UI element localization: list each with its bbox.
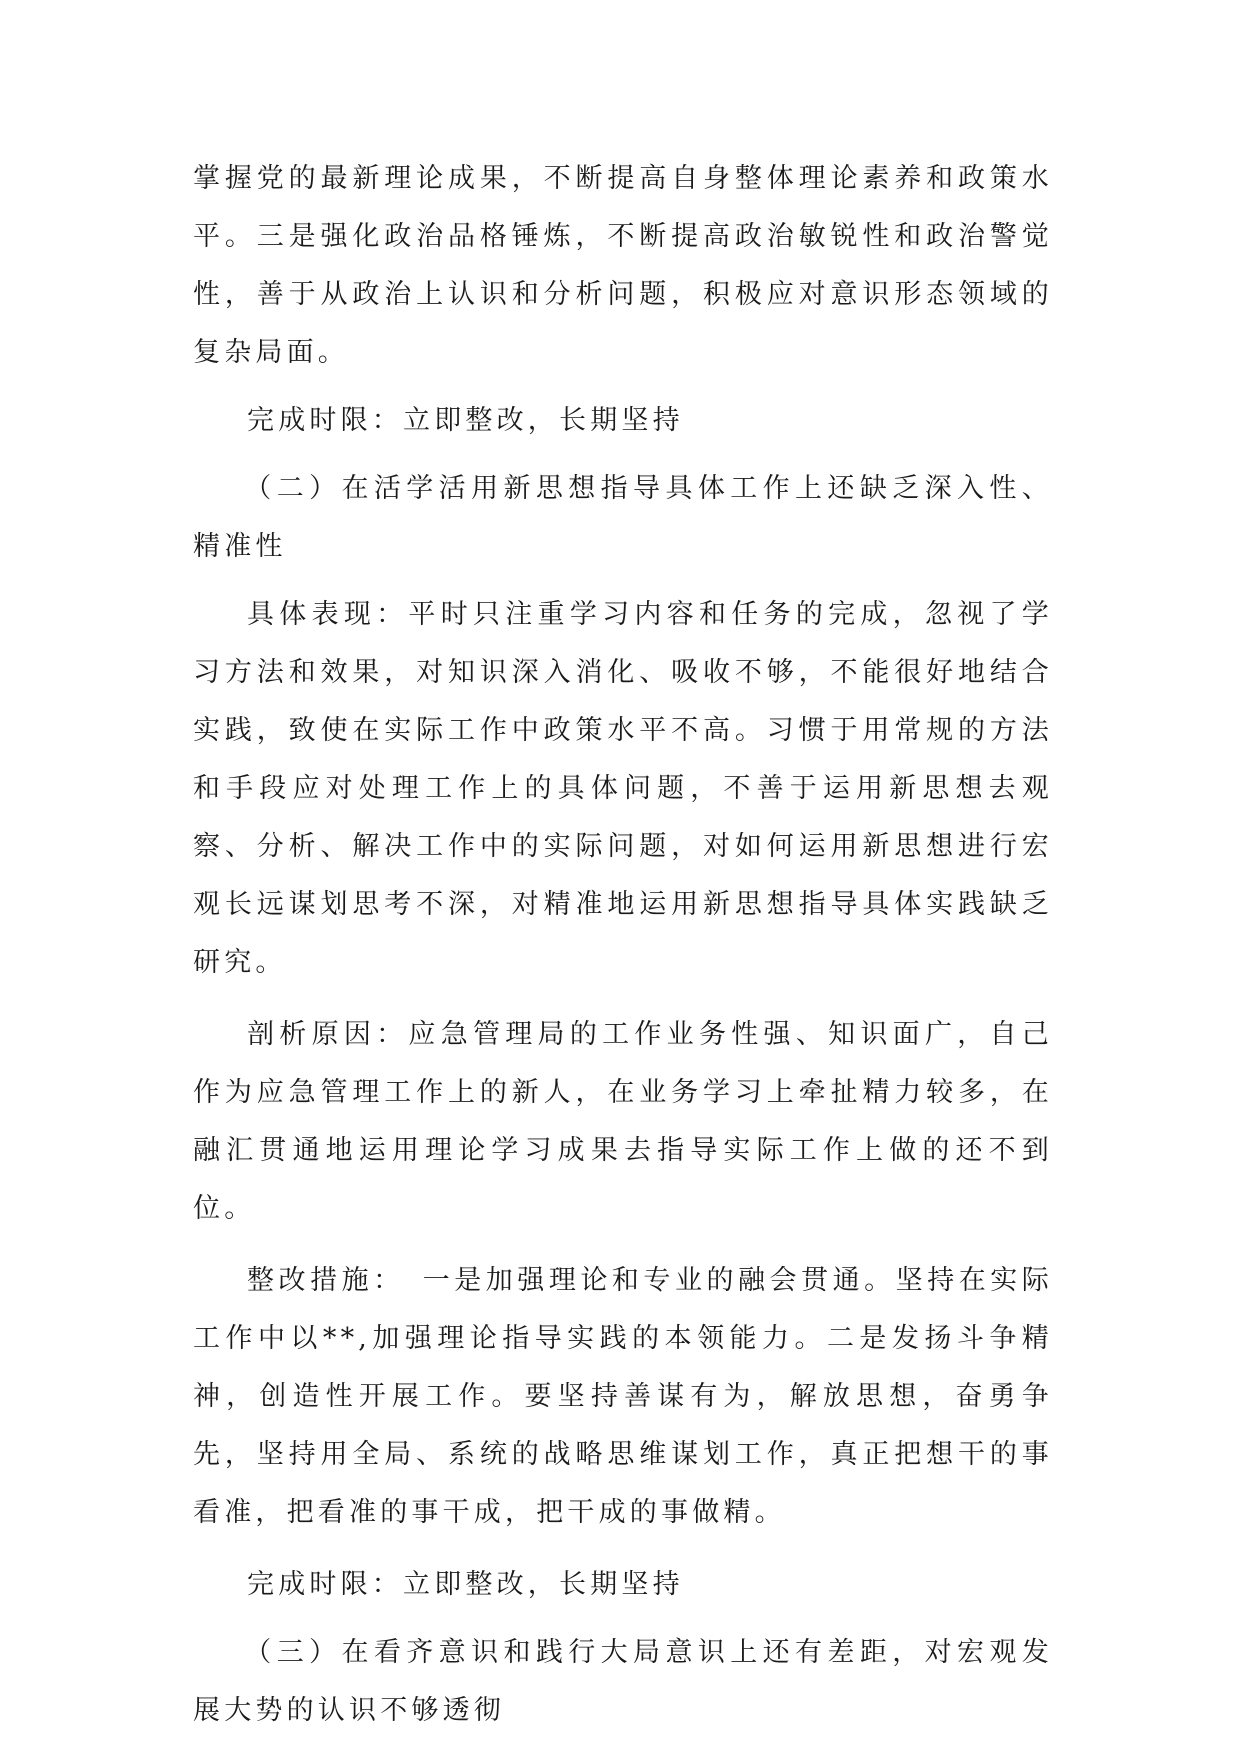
paragraph-cause-analysis: 剖析原因：应急管理局的工作业务性强、知识面广，自己作为应急管理工作上的新人，在业务学习上牵扯精力较多，在融汇贯通地运用理论学习成果去指导实际工作上做的还不到位。 [193, 1019, 1053, 1224]
document-body [193, 150, 1053, 1740]
section-heading-3: （三）在看齐意识和践行大局意识上还有差距，对宏观发展大势的认识不够透彻 [193, 1637, 1053, 1726]
paragraph-manifestation: 具体表现：平时只注重学习内容和任务的完成，忽视了学习方法和效果，对知识深入消化、吸收不够，不能很好地结合实践，致使在实际工作中政策水平不高。习惯于用常规的方法和手段应对处理工作上的具体问题，不善于运用新思想去观察、分析、解决工作中的实际问题，对如何运用新思想进行宏观长远谋划思考不深，对精准地运用新思想指导具体实践缺乏研究。 [193, 599, 1053, 978]
paragraph-political-training: 掌握党的最新理论成果，不断提高自身整体理论素养和政策水平。三是强化政治品格锤炼，不断提高政治敏锐性和政治警觉性，善于从政治上认识和分析问题，积极应对意识形态领域的复杂局面。 [193, 163, 1053, 368]
section-heading-2: （二）在活学活用新思想指导具体工作上还缺乏深入性、精准性 [193, 473, 1053, 562]
paragraph-spacer [193, 382, 1053, 392]
paragraph-spacer [193, 1238, 1053, 1252]
paragraph-spacer [193, 1542, 1053, 1556]
paragraph-deadline-1: 完成时限：立即整改，长期坚持 [247, 405, 684, 436]
paragraph-rectification-measures: 整改措施： 一是加强理论和专业的融会贯通。坚持在实际工作中以**,加强理论指导实践的本领能力。二是发扬斗争精神，创造性开展工作。要坚持善谋有为，解放思想，奋勇争先，坚持用全局、系统的战略思维谋划工作，真正把想干的事看准，把看准的事干成，把干成的事做精。 [193, 1265, 1053, 1528]
paragraph-spacer [193, 576, 1053, 586]
paragraph-deadline-2: 完成时限：立即整改，长期坚持 [247, 1569, 684, 1600]
paragraph-spacer [193, 1614, 1053, 1624]
paragraph-spacer [193, 992, 1053, 1006]
paragraph-spacer [193, 450, 1053, 460]
